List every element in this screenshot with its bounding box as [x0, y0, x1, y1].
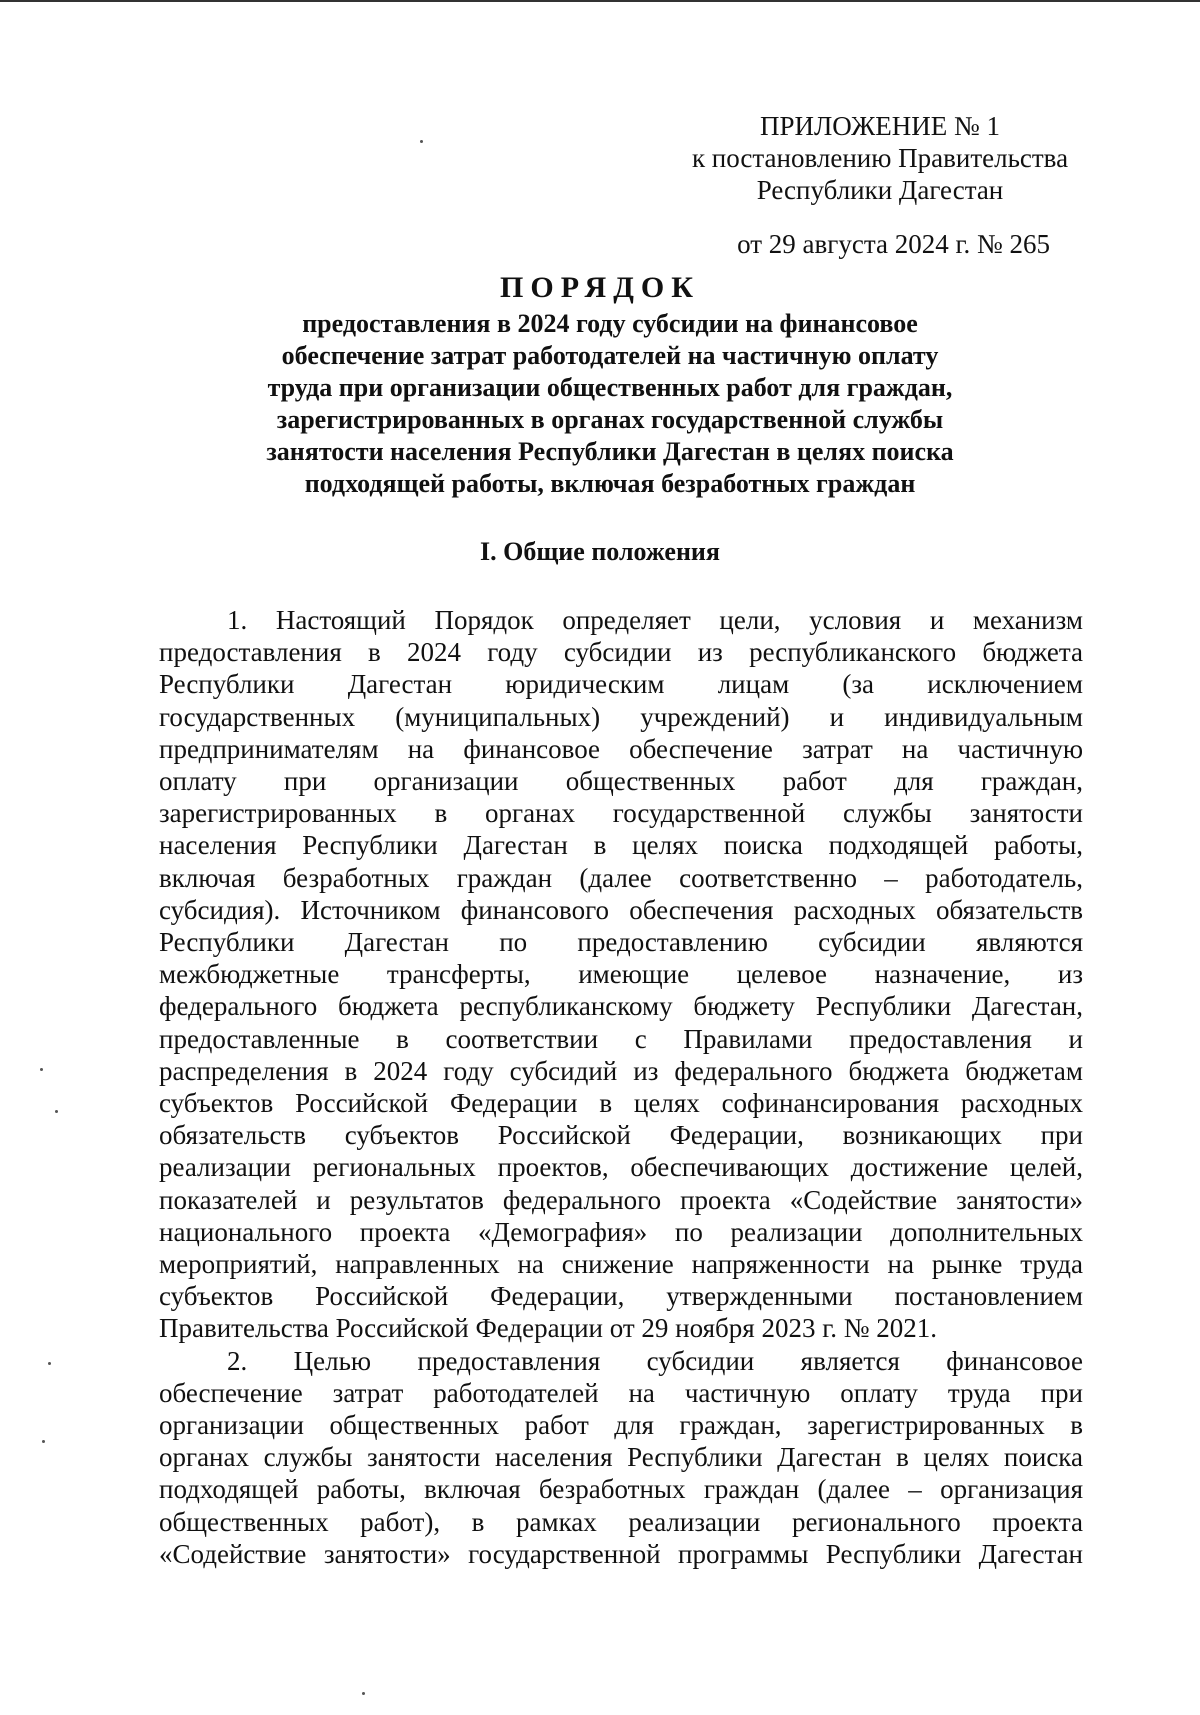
- scan-speck: [55, 1110, 58, 1113]
- paragraph-line: реализации региональных проектов, обеспечивающих достижение целей,: [159, 1152, 1083, 1183]
- appendix-number: ПРИЛОЖЕНИЕ № 1: [759, 111, 1001, 141]
- paragraph-line: субсидия). Источником финансового обеспечения расходных обязательств: [159, 894, 1083, 925]
- scan-speck: [420, 140, 423, 143]
- paragraph-line: включая безработных граждан (далее соответственно – работодатель,: [159, 862, 1083, 893]
- paragraph-line: обеспечение затрат работодателей на частичную оплату труда при: [159, 1377, 1083, 1408]
- paragraph-line: федерального бюджета республиканскому бюджету Республики Дагестан,: [159, 991, 1083, 1022]
- paragraph-line: обязательств субъектов Российской Федерации, возникающих при: [159, 1120, 1083, 1151]
- paragraph-line: 2. Целью предоставления субсидии является финансовое: [227, 1345, 1083, 1376]
- subtitle-line: обеспечение затрат работодателей на частичную оплату: [281, 341, 939, 370]
- paragraph-line: субъектов Российской Федерации, утвержденными постановлением: [159, 1281, 1083, 1312]
- document-body: [159, 604, 1083, 1570]
- subtitle-line: предоставления в 2024 году субсидии на финансовое: [302, 309, 918, 338]
- paragraph-line: зарегистрированных в органах государственной службы занятости: [159, 798, 1083, 829]
- appendix-republic: Республики Дагестан: [756, 175, 1004, 205]
- paragraph-2: [159, 1345, 1083, 1570]
- appendix-decree-ref: к постановлению Правительства: [691, 143, 1069, 173]
- paragraph-line: подходящей работы, включая безработных граждан (далее – организация: [159, 1474, 1083, 1505]
- paragraph-line: органах службы занятости населения Республики Дагестан в целях поиска: [159, 1442, 1083, 1473]
- paragraph-line: организации общественных работ для граждан, зарегистрированных в: [159, 1410, 1083, 1441]
- document-subtitle: [200, 308, 1020, 500]
- paragraph-line: государственных (муниципальных) учреждений) и индивидуальным: [159, 701, 1083, 732]
- subtitle-line: зарегистрированных в органах государственной службы: [276, 405, 944, 434]
- paragraph-line: 1. Настоящий Порядок определяет цели, условия и механизм: [227, 605, 1083, 635]
- paragraph-1: [159, 604, 1083, 1345]
- paragraph-line: общественных работ), в рамках реализации регионального проекта: [159, 1506, 1083, 1537]
- paragraph-line: «Содействие занятости» государственной программы Республики Дагестан: [159, 1538, 1083, 1569]
- paragraph-line: Республики Дагестан юридическим лицам (за исключением: [159, 669, 1083, 700]
- document-title: ПОРЯДОК: [500, 271, 700, 304]
- scan-speck: [42, 1440, 45, 1443]
- scan-speck: [48, 1362, 51, 1365]
- subtitle-line: занятости населения Республики Дагестан в целях поиска: [266, 437, 954, 466]
- subtitle-line: подходящей работы, включая безработных граждан: [304, 469, 916, 498]
- paragraph-line: показателей и результатов федерального проекта «Содействие занятости»: [159, 1184, 1083, 1215]
- section-heading: I. Общие положения: [480, 537, 720, 566]
- paragraph-line: предоставления в 2024 году субсидии из республиканского бюджета: [159, 637, 1083, 668]
- paragraph-line: оплату при организации общественных работ для граждан,: [159, 766, 1083, 797]
- paragraph-line: предоставленные в соответствии с Правилами предоставления и: [159, 1023, 1083, 1054]
- paragraph-line: предпринимателям на финансовое обеспечение затрат на частичную: [159, 733, 1083, 764]
- scan-speck: [40, 1068, 43, 1071]
- paragraph-line: мероприятий, направленных на снижение напряженности на рынке труда: [159, 1249, 1083, 1280]
- decree-date: от 29 августа 2024 г. № 265: [737, 229, 1050, 259]
- paragraph-line: населения Республики Дагестан в целях поиска подходящей работы,: [159, 830, 1083, 861]
- paragraph-line: распределения в 2024 году субсидий из федерального бюджета бюджетам: [159, 1055, 1083, 1086]
- paragraph-line: национального проекта «Демография» по реализации дополнительных: [159, 1216, 1083, 1247]
- paragraph-line: Правительства Российской Федерации от 29 ноября 2023 г. № 2021.: [159, 1313, 937, 1344]
- scan-speck: [362, 1692, 365, 1695]
- appendix-header: [670, 110, 1090, 206]
- paragraph-line: Республики Дагестан по предоставлению субсидии являются: [159, 927, 1083, 958]
- paragraph-line: субъектов Российской Федерации в целях софинансирования расходных: [159, 1088, 1083, 1119]
- subtitle-line: труда при организации общественных работ для граждан,: [267, 373, 953, 402]
- scan-edge-line: [0, 0, 1200, 2]
- paragraph-line: межбюджетные трансферты, имеющие целевое назначение, из: [159, 959, 1083, 990]
